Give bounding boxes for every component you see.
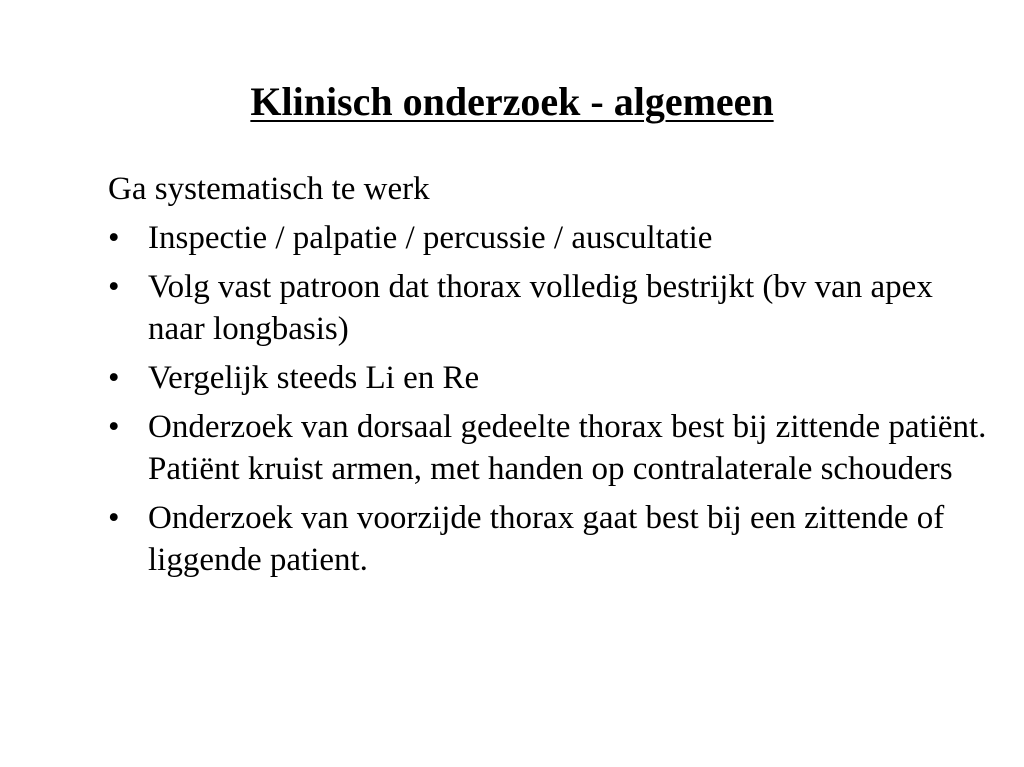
bullet-item — [108, 217, 988, 259]
bullet-item — [108, 497, 988, 581]
bullet-text: Onderzoek van voorzijde thorax gaat best bij een zittende of liggende patient. — [148, 500, 945, 578]
bullet-text: Inspectie / palpatie / percussie / auscultatie — [148, 220, 713, 256]
bullet-item — [108, 266, 988, 350]
slide-body — [108, 168, 988, 588]
bullet-text: Onderzoek van dorsaal gedeelte thorax best bij zittende patiënt. Patiënt kruist armen, met handen op contralaterale schouders — [148, 409, 987, 487]
bullet-icon: • — [108, 269, 120, 305]
bullet-text: Vergelijk steeds Li en Re — [148, 360, 480, 396]
intro-text: Ga systematisch te werk — [108, 171, 430, 207]
bullet-text: Volg vast patroon dat thorax volledig bestrijkt (bv van apex naar longbasis) — [148, 269, 933, 347]
bullet-item — [108, 357, 988, 399]
bullet-item — [108, 406, 988, 490]
bullet-list — [108, 217, 988, 581]
slide-title-text: Klinisch onderzoek - algemeen — [250, 79, 774, 124]
bullet-icon: • — [108, 220, 120, 256]
bullet-icon: • — [108, 360, 120, 396]
bullet-icon: • — [108, 409, 120, 445]
bullet-icon: • — [108, 500, 120, 536]
slide-title — [0, 78, 1024, 126]
